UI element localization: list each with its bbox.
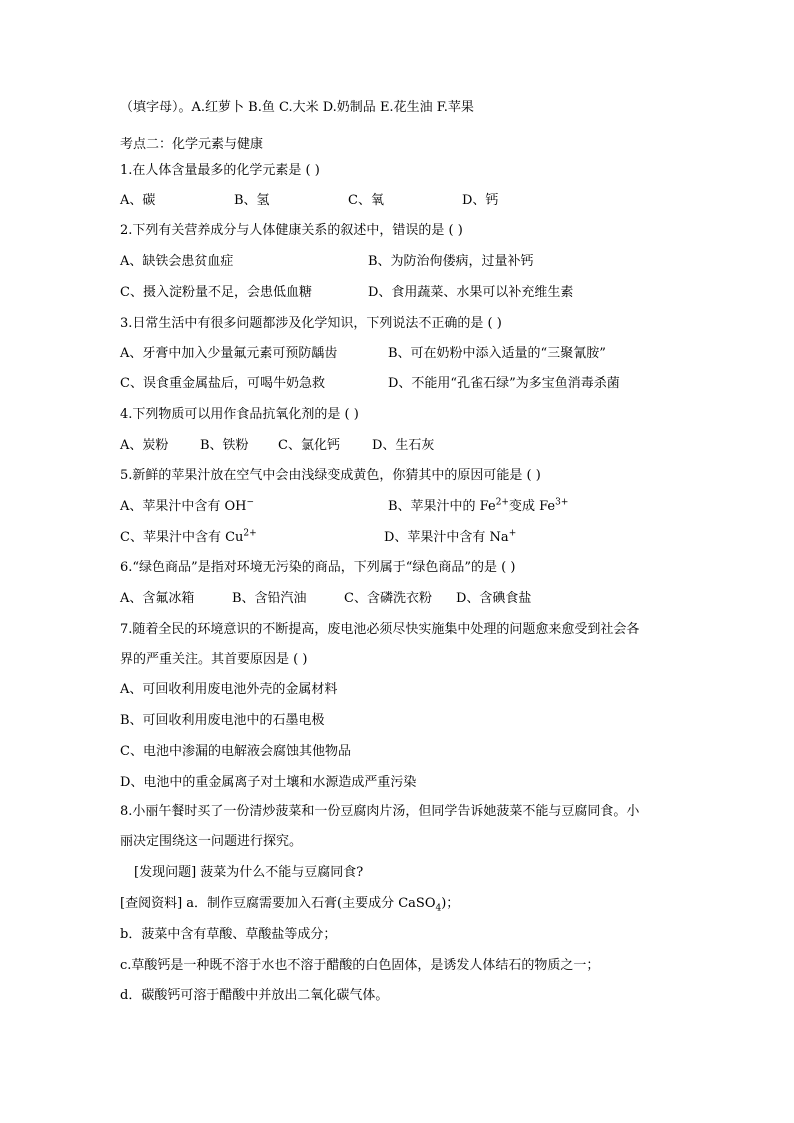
- option-c: C、苹果汁中含有 $Cu^{2+}$: [120, 528, 257, 545]
- discover-problem: [发现问题] 菠菜为什么不能与豆腐同食?: [134, 865, 364, 880]
- option-b: B、为防治佝偻病，过量补钙: [368, 254, 534, 269]
- question-3-stem: 3.日常生活中有很多问题都涉及化学知识，下列说法不正确的是 ( ): [120, 316, 502, 331]
- option-a: A、缺铁会患贫血症: [120, 254, 234, 269]
- question-2-options-row2: [0, 284, 794, 302]
- question-5-options-row1: [0, 498, 794, 516]
- question-1-stem: 1.在人体含量最多的化学元素是 ( ): [120, 163, 320, 178]
- question-3-options-row2: [0, 375, 794, 393]
- question-6-options: [0, 590, 794, 608]
- reference-d: d．碳酸钙可溶于醋酸中并放出二氧化碳气体。: [120, 988, 389, 1003]
- question-5-options-row2: [0, 529, 794, 547]
- question-7-stem-line1: 7.随着全民的环境意识的不断提高，废电池必须尽快实施集中处理的问题愈来愈受到社会各: [120, 622, 640, 637]
- option-b: B、氢: [234, 193, 270, 208]
- question-5-stem: 5.新鲜的苹果汁放在空气中会由浅绿变成黄色，你猜其中的原因可能是 ( ): [120, 468, 541, 483]
- question-3-options-row1: [0, 345, 794, 363]
- option-b: B、铁粉: [200, 438, 249, 453]
- question-4-options: [0, 437, 794, 455]
- question-7-option-b: B、可回收利用废电池中的石墨电极: [120, 713, 325, 728]
- option-d: D、含碘食盐: [456, 591, 532, 606]
- option-d: D、苹果汁中含有 Na+: [384, 528, 517, 545]
- question-1-options: [0, 192, 794, 210]
- option-a: A、含氟冰箱: [120, 591, 195, 606]
- option-c: C、氧: [348, 193, 384, 208]
- reference-c: c.草酸钙是一种既不溶于水也不溶于醋酸的白色固体，是诱发人体结石的物质之一；: [120, 958, 600, 973]
- option-c: C、摄入淀粉量不足，会患低血糖: [120, 285, 312, 300]
- option-c: C、氯化钙: [278, 438, 340, 453]
- question-6-stem: 6.“绿色商品”是指对环境无污染的商品，下列属于“绿色商品”的是 ( ): [120, 560, 516, 575]
- option-c: C、误食重金属盐后，可喝牛奶急救: [120, 376, 325, 391]
- reference-a: [查阅资料] a．制作豆腐需要加入石膏(主要成分 CaSO$_4$)；: [120, 896, 460, 914]
- option-d: D、不能用“孔雀石绿”为多宝鱼消毒杀菌: [388, 376, 620, 391]
- question-2-stem: 2.下列有关营养成分与人体健康关系的叙述中，错误的是 ( ): [120, 223, 463, 238]
- question-8-stem-line2: 丽决定围绕这一问题进行探究。: [120, 834, 303, 849]
- question-7-stem-line2: 界的严重关注。其首要原因是 ( ): [120, 652, 308, 667]
- option-b: B、可在奶粉中添入适量的“三聚氰胺”: [388, 346, 606, 361]
- option-a: A、牙膏中加入少量氟元素可预防龋齿: [120, 346, 338, 361]
- option-b: B、含铅汽油: [232, 591, 307, 606]
- question-7-option-c: C、电池中渗漏的电解液会腐蚀其他物品: [120, 744, 351, 759]
- option-a: A、碳: [120, 193, 156, 208]
- section-title: 考点二：化学元素与健康: [120, 137, 264, 152]
- question-7-option-d: D、电池中的重金属离子对土壤和水源造成严重污染: [120, 775, 417, 790]
- reference-b: b．菠菜中含有草酸、草酸盐等成分；: [120, 927, 337, 942]
- option-a: A、炭粉: [120, 438, 169, 453]
- option-d: D、钙: [462, 193, 499, 208]
- option-d: D、食用蔬菜、水果可以补充维生素: [368, 285, 574, 300]
- option-a: A、苹果汁中含有 OH−: [120, 497, 255, 514]
- option-c: C、含磷洗衣粉: [344, 591, 432, 606]
- question-2-options-row1: [0, 253, 794, 271]
- intro-line: （填字母）。A.红萝卜 B.鱼 C.大米 D.奶制品 E.花生油 F.苹果: [120, 100, 474, 115]
- question-7-option-a: A、可回收利用废电池外壳的金属材料: [120, 682, 338, 697]
- option-d: D、生石灰: [372, 438, 435, 453]
- question-8-stem-line1: 8.小丽午餐时买了一份清炒菠菜和一份豆腐肉片汤，但同学告诉她菠菜不能与豆腐同食。小: [120, 804, 640, 819]
- option-b: B、苹果汁中的 $Fe^{2+}$变成 $Fe^{3+}$: [388, 497, 569, 514]
- question-4-stem: 4.下列物质可以用作食品抗氧化剂的是 ( ): [120, 407, 359, 422]
